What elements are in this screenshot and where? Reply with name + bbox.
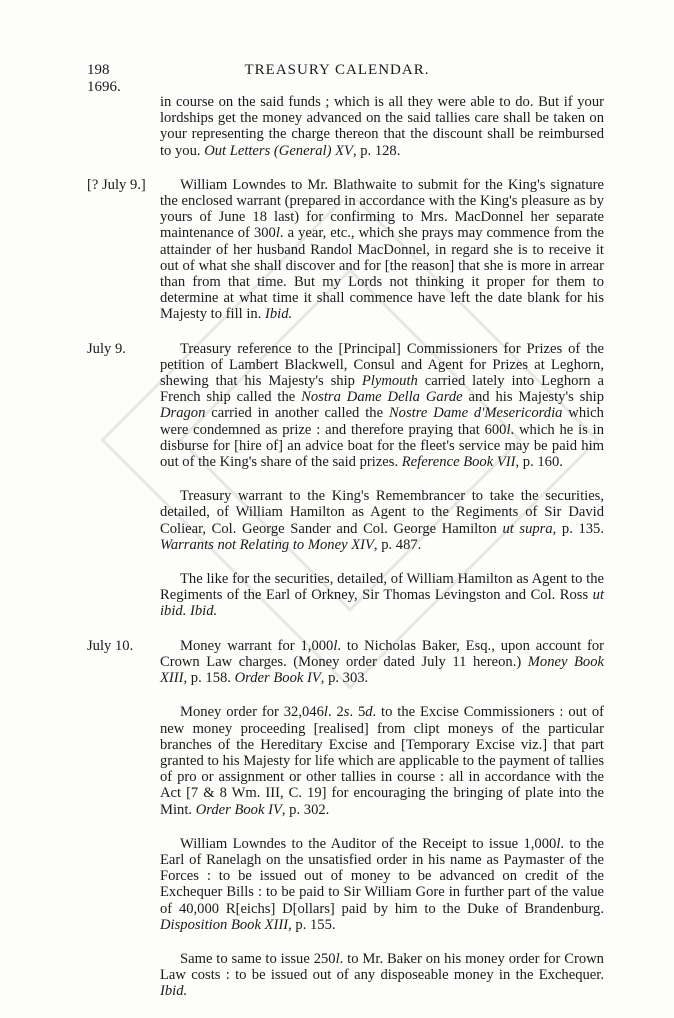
- text-run: in course on the said funds ; which is all they were able to do. But if your lordships get the money advanced on the said tallies care shall be taken on your representing the charge thereon that the discount shall be reimbursed to you.: [160, 94, 604, 159]
- date-label: July 10.: [87, 637, 134, 654]
- text-run: which were condemned as prize : and therefore praying that 600: [160, 405, 604, 438]
- entry-text: [160, 571, 604, 620]
- entry: [160, 571, 604, 620]
- italic-run: l: [335, 950, 340, 967]
- entry-text: [160, 488, 604, 553]
- text-run: . to Mr. Baker on his money order for Crown Law costs : to be issued out of any disposeable money in the Exchequer.: [160, 950, 604, 984]
- running-head: TREASURY CALENDAR.: [244, 62, 430, 78]
- italic-run: Reference Book VII: [401, 454, 516, 471]
- year-marker: 1696.: [87, 79, 121, 95]
- text-run: . a year, etc., which she prays may commence from the attainder of her husband Randol MacDonnel, in regard she is to receive it out of what she shall discover and for [the reason] that she is more in arrear than from that time. But my Lords not thinking it proper for them to determine at what time it shall commence have left the date blank for his Majesty to fill in.: [160, 225, 604, 323]
- entry-text: [160, 704, 604, 817]
- text-run: William Lowndes to Mr. Blathwaite to submit for the King's signature the enclosed warrant (prepared in accordance with the King's pleasure as by yours of June 18 last) for confirming to Mrs. MacDonnel her separate maintenance of 300: [160, 176, 604, 242]
- entry: [160, 94, 604, 159]
- text-run: , p. 158.: [183, 670, 235, 687]
- italic-run: Ibid.: [160, 983, 188, 1000]
- italic-run: Ibid.: [190, 603, 218, 620]
- italic-run: Disposition Book XIII: [160, 916, 289, 933]
- italic-run: Nostra Dame Della Garde: [301, 389, 463, 406]
- italic-run: s: [343, 704, 350, 721]
- date-label: [? July 9.]: [87, 176, 146, 193]
- entry-text: [160, 341, 604, 471]
- entry-text: [160, 836, 604, 933]
- text-run: . to Nicholas Baker, Esq., upon account for Crown Law charges. (Money order dated July 11 hereon.): [160, 637, 605, 670]
- text-run: , p. 303.: [320, 670, 369, 687]
- text-run: carried in another called the: [205, 405, 389, 422]
- text-run: . which he is in disburse for [hire of] an advice boat for the fleet's service may be paid him out of the King's share of the said prizes.: [160, 421, 604, 471]
- text-run: and his Majesty's ship: [462, 389, 604, 406]
- page-number: 198: [87, 62, 110, 78]
- italic-run: l: [323, 704, 328, 721]
- italic-run: Nostre Dame d'Mesericordia: [388, 405, 563, 422]
- italic-run: l: [333, 637, 338, 654]
- entry-text: [160, 177, 604, 323]
- text-run: , p. 160.: [515, 454, 563, 471]
- italic-run: Plymouth: [361, 373, 418, 390]
- text-run: . 5: [349, 704, 366, 721]
- text-run: Treasury warrant to the King's Remembrancer to take the securities, detailed, of William Hamilton as Agent to the Regiments of Sir David Coliear, Col. George Sander and Col. George Hamilton: [160, 488, 604, 537]
- text-run: carried lately into Leghorn a French ship called the: [160, 373, 605, 406]
- text-run: , p. 487.: [373, 536, 422, 553]
- italic-run: l: [556, 835, 561, 852]
- entry: [160, 488, 604, 553]
- entry: [87, 176, 604, 323]
- italic-run: Order Book IV: [195, 801, 282, 818]
- text-run: , p. 302.: [281, 801, 330, 818]
- italic-run: Ibid.: [265, 306, 293, 323]
- italic-run: ut ibid.: [160, 587, 604, 620]
- italic-run: Warrants not Relating to Money XIV: [160, 536, 374, 553]
- entry: [87, 340, 605, 471]
- text-run: William Lowndes to the Auditor of the Receipt to issue 1,000: [180, 835, 557, 852]
- italic-run: d: [365, 704, 373, 721]
- entry: [160, 836, 604, 933]
- italic-run: Money Book XIII: [160, 653, 604, 687]
- text-run: Same to same to issue 250: [180, 950, 336, 967]
- entry-text: [160, 951, 604, 1000]
- date-label: July 9.: [87, 340, 126, 357]
- italic-run: Out Letters (General) XV: [204, 142, 353, 159]
- italic-run: l: [275, 225, 280, 242]
- entry-text: [160, 94, 604, 159]
- entry: [160, 951, 604, 1000]
- text-run: , p. 128.: [352, 142, 401, 159]
- italic-run: ut supra: [502, 520, 553, 537]
- text-run: . to the Excise Commissioners : out of new money proceeding [realised] from clipt moneys of the particular branches of the Hereditary Excise and [Temporary Excise viz.] that part granted to his Majesty for life which are applicable to the payment of tallies of pro or assignment or other tallies in course : all in accordance with the Act [7 & 8 Wm. III, C. 19] for encouraging the bringing of plate into the Mint.: [160, 704, 604, 818]
- entry: [87, 637, 605, 687]
- text-run: Money warrant for 1,000: [180, 637, 334, 654]
- italic-run: Order Book IV: [234, 670, 321, 687]
- text-run: Treasury reference to the [Principal] Commissioners for Prizes of the petition of Lambert Blackwell, Consul and Agent for Prizes at Leghorn, shewing that his Majesty's ship: [160, 340, 604, 390]
- text-run: , p. 135.: [552, 520, 605, 537]
- text-run: The like for the securities, detailed, of William Hamilton as Agent to the Regiments of the Earl of Orkney, Sir Thomas Levingston and Col. Ross: [160, 571, 604, 604]
- italic-run: Dragon: [160, 405, 206, 422]
- text-run: Money order for 32,046: [180, 704, 324, 721]
- text-run: . 2: [327, 704, 344, 721]
- entry: [160, 704, 604, 817]
- text-run: . to the Earl of Ranelagh on the unsatisfied order in his name as Paymaster of the Forces : to be issued out of money to be advanced on credit of the Exchequer Bills : to be paid to Sir William Gore in further part of the value of 40,000 R[eichs] D[ollars] paid by him to the Duke of Brandenburg.: [160, 835, 604, 917]
- italic-run: l: [506, 421, 511, 438]
- entry-text: [160, 638, 604, 687]
- text-run: , p. 155.: [288, 916, 336, 933]
- main-content: [87, 94, 605, 1018]
